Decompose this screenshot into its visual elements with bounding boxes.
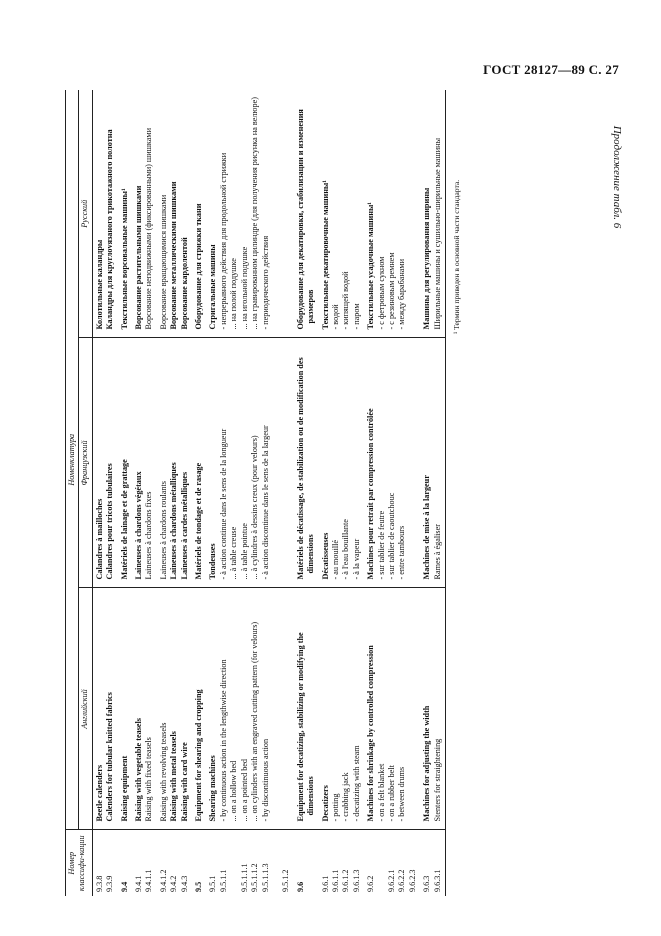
term-fr: - à la vapeur bbox=[351, 538, 361, 580]
term-cell-fr bbox=[118, 338, 132, 588]
term-en: Decatizers bbox=[320, 785, 330, 822]
classification-number: 9.6.2.1 bbox=[386, 869, 396, 892]
term-fr: Laineuses à chardons végétaux bbox=[134, 471, 144, 580]
term-fr: - à action continue dans le sens de la longueur bbox=[218, 428, 228, 580]
term-en: Raising with card wire bbox=[179, 742, 189, 822]
term-fr: - au mouillé bbox=[330, 539, 340, 580]
page-header: ГОСТ 28127—89 С. 27 bbox=[483, 62, 619, 77]
col-russian-header: Русский bbox=[79, 90, 92, 338]
term-ru: Стригальные машины bbox=[208, 244, 218, 330]
term-cell-fr bbox=[294, 338, 319, 588]
term-en: Equipment for decatizing, stabilizing or modifying the dimensions bbox=[295, 632, 316, 822]
term-ru: Текстильные декатировочные машины¹ bbox=[320, 180, 330, 330]
term-en: ... on cylinders with an engraved cutting pattern (for velours) bbox=[250, 621, 260, 822]
classification-number-cell bbox=[319, 830, 365, 896]
term-fr: ... à table pointue bbox=[239, 523, 249, 580]
classification-number: 9.5.1 bbox=[208, 875, 218, 892]
term-fr: - sur tablier de caoutchouc bbox=[386, 492, 396, 580]
term-cell-ru bbox=[294, 90, 319, 338]
classification-number bbox=[271, 835, 281, 893]
term-ru: - с фетровым сукном bbox=[376, 256, 386, 330]
term-cell-en bbox=[132, 588, 157, 830]
classification-number: 9.5.1.1.3 bbox=[260, 863, 270, 892]
classification-number: 9.4.3 bbox=[179, 875, 189, 892]
term-fr: Décatisseuses bbox=[320, 532, 330, 580]
classification-number: 9.4 bbox=[119, 881, 129, 892]
table-row bbox=[118, 90, 132, 896]
term-fr: Matériels de décatissage, de stabilization ou de modification des dimensions bbox=[295, 357, 316, 580]
nomenclature-table bbox=[65, 90, 464, 896]
term-cell-fr bbox=[192, 338, 206, 588]
col-english-header: Английский bbox=[79, 588, 92, 830]
table-row bbox=[157, 90, 192, 896]
term-cell-fr bbox=[364, 338, 420, 588]
term-fr: - à action discontinue dans le sens de la largeur bbox=[260, 425, 270, 580]
term-ru: Машины для регулирования ширины bbox=[422, 187, 432, 330]
classification-number-cell bbox=[92, 830, 117, 896]
term-ru: Оборудование для стрижки ткани bbox=[194, 203, 204, 330]
term-fr: - entre tambours bbox=[397, 525, 407, 580]
table-row bbox=[319, 90, 365, 896]
term-ru: - кипящей водой bbox=[341, 271, 351, 330]
term-fr: Calandres pour tricots tubulaires bbox=[105, 463, 115, 580]
term-ru: Текстильные усадочные машины¹ bbox=[366, 202, 376, 330]
term-en: Equipment for shearing and cropping bbox=[194, 689, 204, 822]
term-ru: Ворсование металлическими шишками bbox=[169, 181, 179, 330]
term-en: - by discontinuous action bbox=[260, 738, 270, 822]
term-cell-fr bbox=[92, 338, 117, 588]
term-cell-ru bbox=[92, 90, 117, 338]
table-body bbox=[92, 90, 464, 896]
term-cell-ru bbox=[206, 90, 293, 338]
continued-label-box bbox=[608, 112, 626, 242]
term-ru: Ширильные машины и сушильно-ширильные машины bbox=[432, 137, 442, 330]
classification-number-cell bbox=[420, 830, 445, 896]
term-cell-fr bbox=[132, 338, 157, 588]
classification-number: 9.6.1 bbox=[320, 875, 330, 892]
term-en: - decatizing with steam bbox=[351, 745, 361, 822]
table-row bbox=[364, 90, 420, 896]
term-fr: Laineuses à chardons roulants bbox=[158, 481, 168, 580]
classification-number-cell bbox=[206, 830, 293, 896]
term-ru: - с резиновым ремнем bbox=[386, 252, 396, 330]
term-cell-ru bbox=[364, 90, 420, 338]
term-en: ... on a hollow bed bbox=[229, 760, 239, 822]
table-frame bbox=[65, 90, 610, 896]
term-ru: - водой bbox=[330, 304, 340, 330]
term-fr: ... à cylindres à dessins creux (pour velours) bbox=[250, 435, 260, 580]
term-cell-ru bbox=[157, 90, 192, 338]
term-fr: Matériels de lainage et de grattage bbox=[119, 459, 129, 580]
term-cell-en bbox=[92, 588, 117, 830]
term-fr: Machines de mise à la largeur bbox=[422, 475, 432, 580]
term-ru: - непрерывного действия для продольной стрижки bbox=[218, 152, 228, 330]
classification-number: 9.6.2.3 bbox=[407, 869, 417, 892]
footnote-spacer bbox=[446, 338, 465, 896]
term-cell-fr bbox=[157, 338, 192, 588]
term-fr: Tondeuses bbox=[208, 543, 218, 580]
term-ru: ... на игольной подушке bbox=[239, 246, 249, 330]
term-en: Raising with revolving teasels bbox=[158, 722, 168, 822]
classification-number: 9.6.3 bbox=[422, 875, 432, 892]
term-fr: Laineuses à chardons métalliques bbox=[169, 462, 179, 580]
term-fr: Machines pour retrait par compression contrôlée bbox=[366, 408, 376, 580]
classification-number: 9.4.2 bbox=[169, 875, 179, 892]
term-ru: Ворсование кардолентой bbox=[179, 237, 189, 330]
term-cell-en bbox=[319, 588, 365, 830]
term-ru: - периодического действия bbox=[260, 235, 270, 330]
term-fr: Matériels de tondage et de rasage bbox=[194, 462, 204, 580]
term-en: Beetle calenders bbox=[94, 764, 104, 822]
rotated-table bbox=[65, 90, 610, 896]
term-en: Raising with vegetable teasels bbox=[134, 718, 144, 822]
classification-number: 9.5.1.1.1 bbox=[239, 863, 249, 892]
term-en: Raising with fixed teasels bbox=[144, 737, 154, 822]
term-cell-ru bbox=[192, 90, 206, 338]
term-cell-fr bbox=[206, 338, 293, 588]
classification-number-cell bbox=[192, 830, 206, 896]
term-ru: Ворсование вращающимися шишками bbox=[158, 194, 168, 330]
classification-number bbox=[229, 835, 239, 893]
term-cell-ru bbox=[420, 90, 445, 338]
term-ru: - между барабанами bbox=[397, 259, 407, 330]
col-number-header: Номер классифи-кации bbox=[66, 830, 93, 896]
term-ru: - паром bbox=[351, 303, 361, 330]
term-en: Calenders for tubular knitted fabrics bbox=[105, 692, 115, 822]
term-fr: Rames à égaliser bbox=[432, 524, 442, 580]
term-ru: ... на гравированном цилиндре (для получения рисунка на велюре) bbox=[250, 97, 260, 330]
term-ru: Ворсование растительными шишками bbox=[134, 185, 144, 330]
term-en: - between drums bbox=[397, 766, 407, 822]
classification-number: 9.3.9 bbox=[105, 875, 115, 892]
term-cell-ru bbox=[118, 90, 132, 338]
classification-number-cell bbox=[364, 830, 420, 896]
term-en: - crabbing jack bbox=[341, 772, 351, 822]
classification-number: 9.5.1.1 bbox=[218, 869, 228, 892]
classification-number: 9.6.2.2 bbox=[397, 869, 407, 892]
table-row bbox=[294, 90, 319, 896]
term-ru: Текстильные ворсовальные машины¹ bbox=[119, 188, 129, 330]
classification-number bbox=[377, 835, 387, 893]
classification-number: 9.6 bbox=[295, 881, 305, 892]
term-fr: - sur tablier de feutre bbox=[376, 510, 386, 580]
footnote-row bbox=[446, 90, 465, 896]
col-french-header: Французский bbox=[79, 338, 92, 588]
term-cell-fr bbox=[319, 338, 365, 588]
term-ru: Каландры для круглovязаного трикотажного полотна bbox=[105, 129, 115, 330]
classification-number: 9.3.8 bbox=[94, 875, 104, 892]
classification-number: 9.6.1.2 bbox=[341, 869, 351, 892]
term-cell-en bbox=[157, 588, 192, 830]
term-en: Machines for shrinkage by controlled compression bbox=[366, 645, 376, 822]
term-ru: Колотильные каландры bbox=[94, 239, 104, 330]
term-en: - on a rubber belt bbox=[386, 765, 396, 822]
term-cell-en bbox=[206, 588, 293, 830]
classification-number: 9.4.1.1 bbox=[144, 869, 154, 892]
term-cell-ru bbox=[319, 90, 365, 338]
term-en: Machines for adjusting the width bbox=[422, 705, 432, 822]
term-ru: Ворсование неподвижными (фиксированными) шишками bbox=[144, 128, 154, 330]
term-fr: ... à table creuse bbox=[229, 526, 239, 580]
term-fr: Calandres à mailloches bbox=[94, 498, 104, 580]
term-fr: - à l'eau bouillante bbox=[341, 519, 351, 580]
classification-number-cell bbox=[118, 830, 132, 896]
term-en: Raising equipment bbox=[119, 755, 129, 822]
col-nomenclature-header: Номенклатура bbox=[66, 90, 79, 830]
term-en: - on a felt blanket bbox=[376, 763, 386, 822]
classification-number: 9.6.1.1 bbox=[330, 869, 340, 892]
term-fr: Laineuses à cardes métalliques bbox=[179, 471, 189, 580]
footnote: ¹ Термин приведен в основной части стандарта. bbox=[452, 179, 461, 334]
classification-number: 9.4.1 bbox=[134, 875, 144, 892]
table-row bbox=[192, 90, 206, 896]
term-ru: ... на полой подушке bbox=[229, 258, 239, 330]
classification-number-cell bbox=[294, 830, 319, 896]
classification-number: 9.6.2 bbox=[366, 875, 376, 892]
classification-number: 9.6.1.3 bbox=[351, 869, 361, 892]
classification-number: 9.5.1.2 bbox=[281, 869, 291, 892]
term-cell-en bbox=[364, 588, 420, 830]
term-cell-fr bbox=[420, 338, 445, 588]
term-cell-en bbox=[192, 588, 206, 830]
classification-number: 9.4.1.2 bbox=[158, 869, 168, 892]
table-row bbox=[132, 90, 157, 896]
classification-number-cell bbox=[132, 830, 157, 896]
classification-number-cell bbox=[157, 830, 192, 896]
table-row bbox=[420, 90, 445, 896]
term-en: ... on a pointed bed bbox=[239, 758, 249, 822]
classification-number: 9.6.3.1 bbox=[432, 869, 442, 892]
classification-number: 9.5.1.1.2 bbox=[250, 863, 260, 892]
term-ru: Оборудование для декатировки, стабилизации и изменения размеров bbox=[295, 109, 316, 330]
term-en: Shearing machines bbox=[208, 755, 218, 822]
classification-number: 9.5 bbox=[194, 881, 204, 892]
term-en: Raising with metal teasels bbox=[169, 731, 179, 822]
term-en: Stenters for straightening bbox=[432, 738, 442, 822]
term-cell-en bbox=[294, 588, 319, 830]
term-cell-en bbox=[118, 588, 132, 830]
continued-label: Продолжение табл. 6 bbox=[611, 125, 623, 229]
table-row bbox=[206, 90, 293, 896]
term-en: - by continuous action in the lengthwise direction bbox=[218, 659, 228, 822]
table-row bbox=[92, 90, 117, 896]
term-cell-en bbox=[420, 588, 445, 830]
term-en: - potting bbox=[330, 793, 340, 822]
term-fr: Laineuses à chardons fixes bbox=[144, 491, 154, 580]
term-cell-ru bbox=[132, 90, 157, 338]
